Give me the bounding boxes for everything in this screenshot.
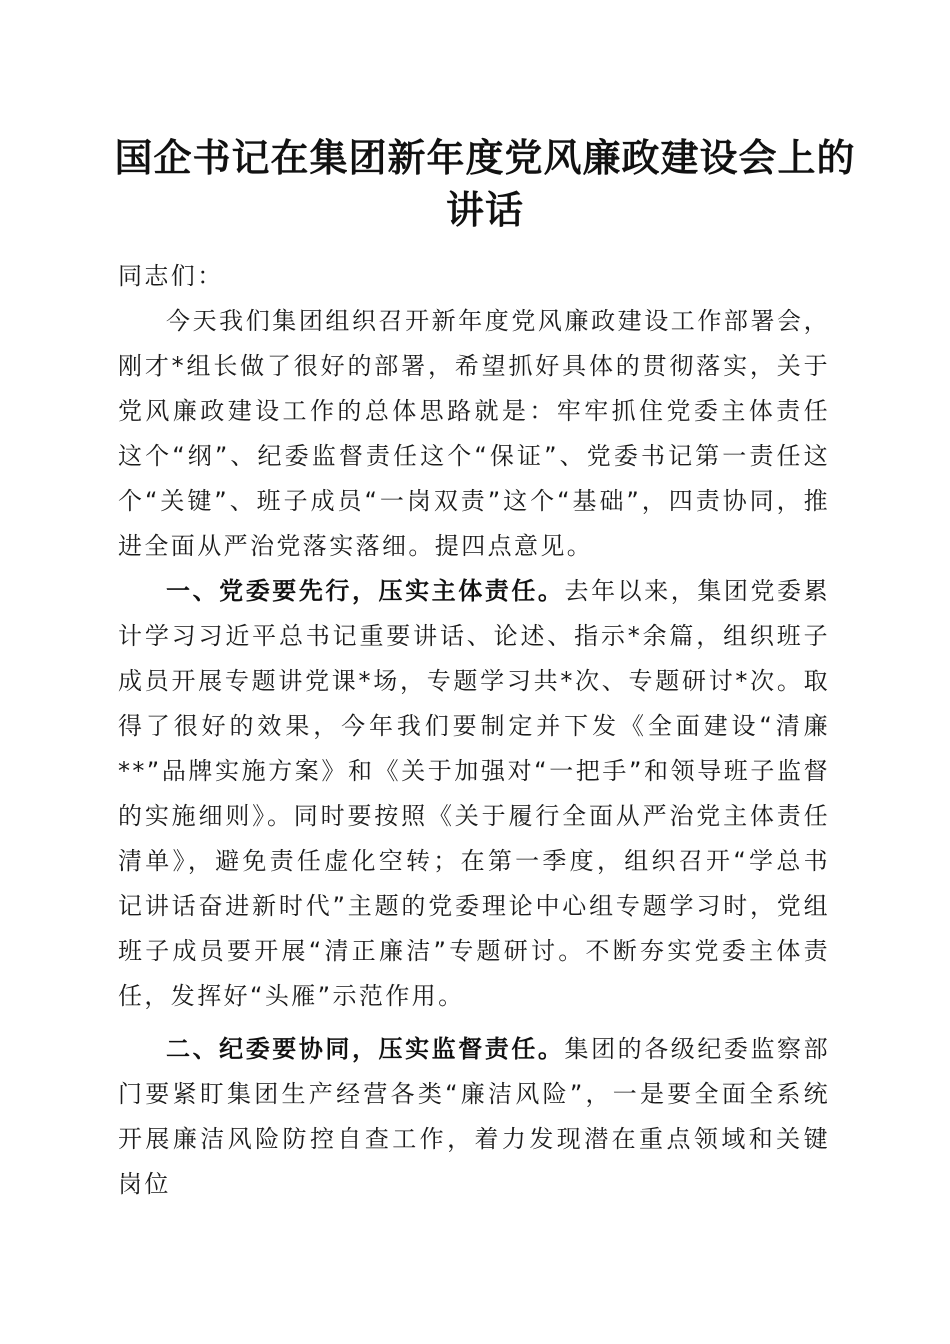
section-paragraph-2 [118,1027,830,1207]
document-body [118,254,830,1207]
intro-paragraph: 今天我们集团组织召开新年度党风廉政建设工作部署会，刚才*组长做了很好的部署，希望抓好具体的贯彻落实，关于党风廉政建设工作的总体思路就是：牢牢抓住党委主体责任这个“纲”、纪委监督责任这个“保证”、党委书记第一责任这个“关键”、班子成员“一岗双责”这个“基础”，四责协同，推进全面从严治党落实落细。提四点意见。 [118,307,830,560]
salutation: 同志们： [118,262,224,290]
section-body-1: 去年以来，集团党委累计学习习近平总书记重要讲话、论述、指示*余篇，组织班子成员开展专题讲党课*场，专题学习共*次、专题研讨*次。取得了很好的效果，今年我们要制定并下发《全面建设“清廉**”品牌实施方案》和《关于加强对“一把手”和领导班子监督的实施细则》。同时要按照《关于履行全面从严治党主体责任清单》，避免责任虚化空转；在第一季度，组织召开“学总书记讲话奋进新时代”主题的党委理论中心组专题学习时，党组班子成员要开展“清正廉洁”专题研讨。不断夯实党委主体责任，发挥好“头雁”示范作用。 [118,577,830,1010]
section-heading-1: 一、党委要先行，压实主体责任。 [166,577,565,605]
section-body-2: 集团的各级纪委监察部门要紧盯集团生产经营各类“廉洁风险”，一是要全面全系统开展廉洁风险防控自查工作，着力发现潜在重点领域和关键岗位 [118,1035,830,1198]
section-paragraph-1 [118,569,830,1019]
section-heading-2: 二、纪委要协同，压实监督责任。 [166,1035,565,1063]
document-title: 国企书记在集团新年度党风廉政建设会上的讲话 [114,135,856,232]
